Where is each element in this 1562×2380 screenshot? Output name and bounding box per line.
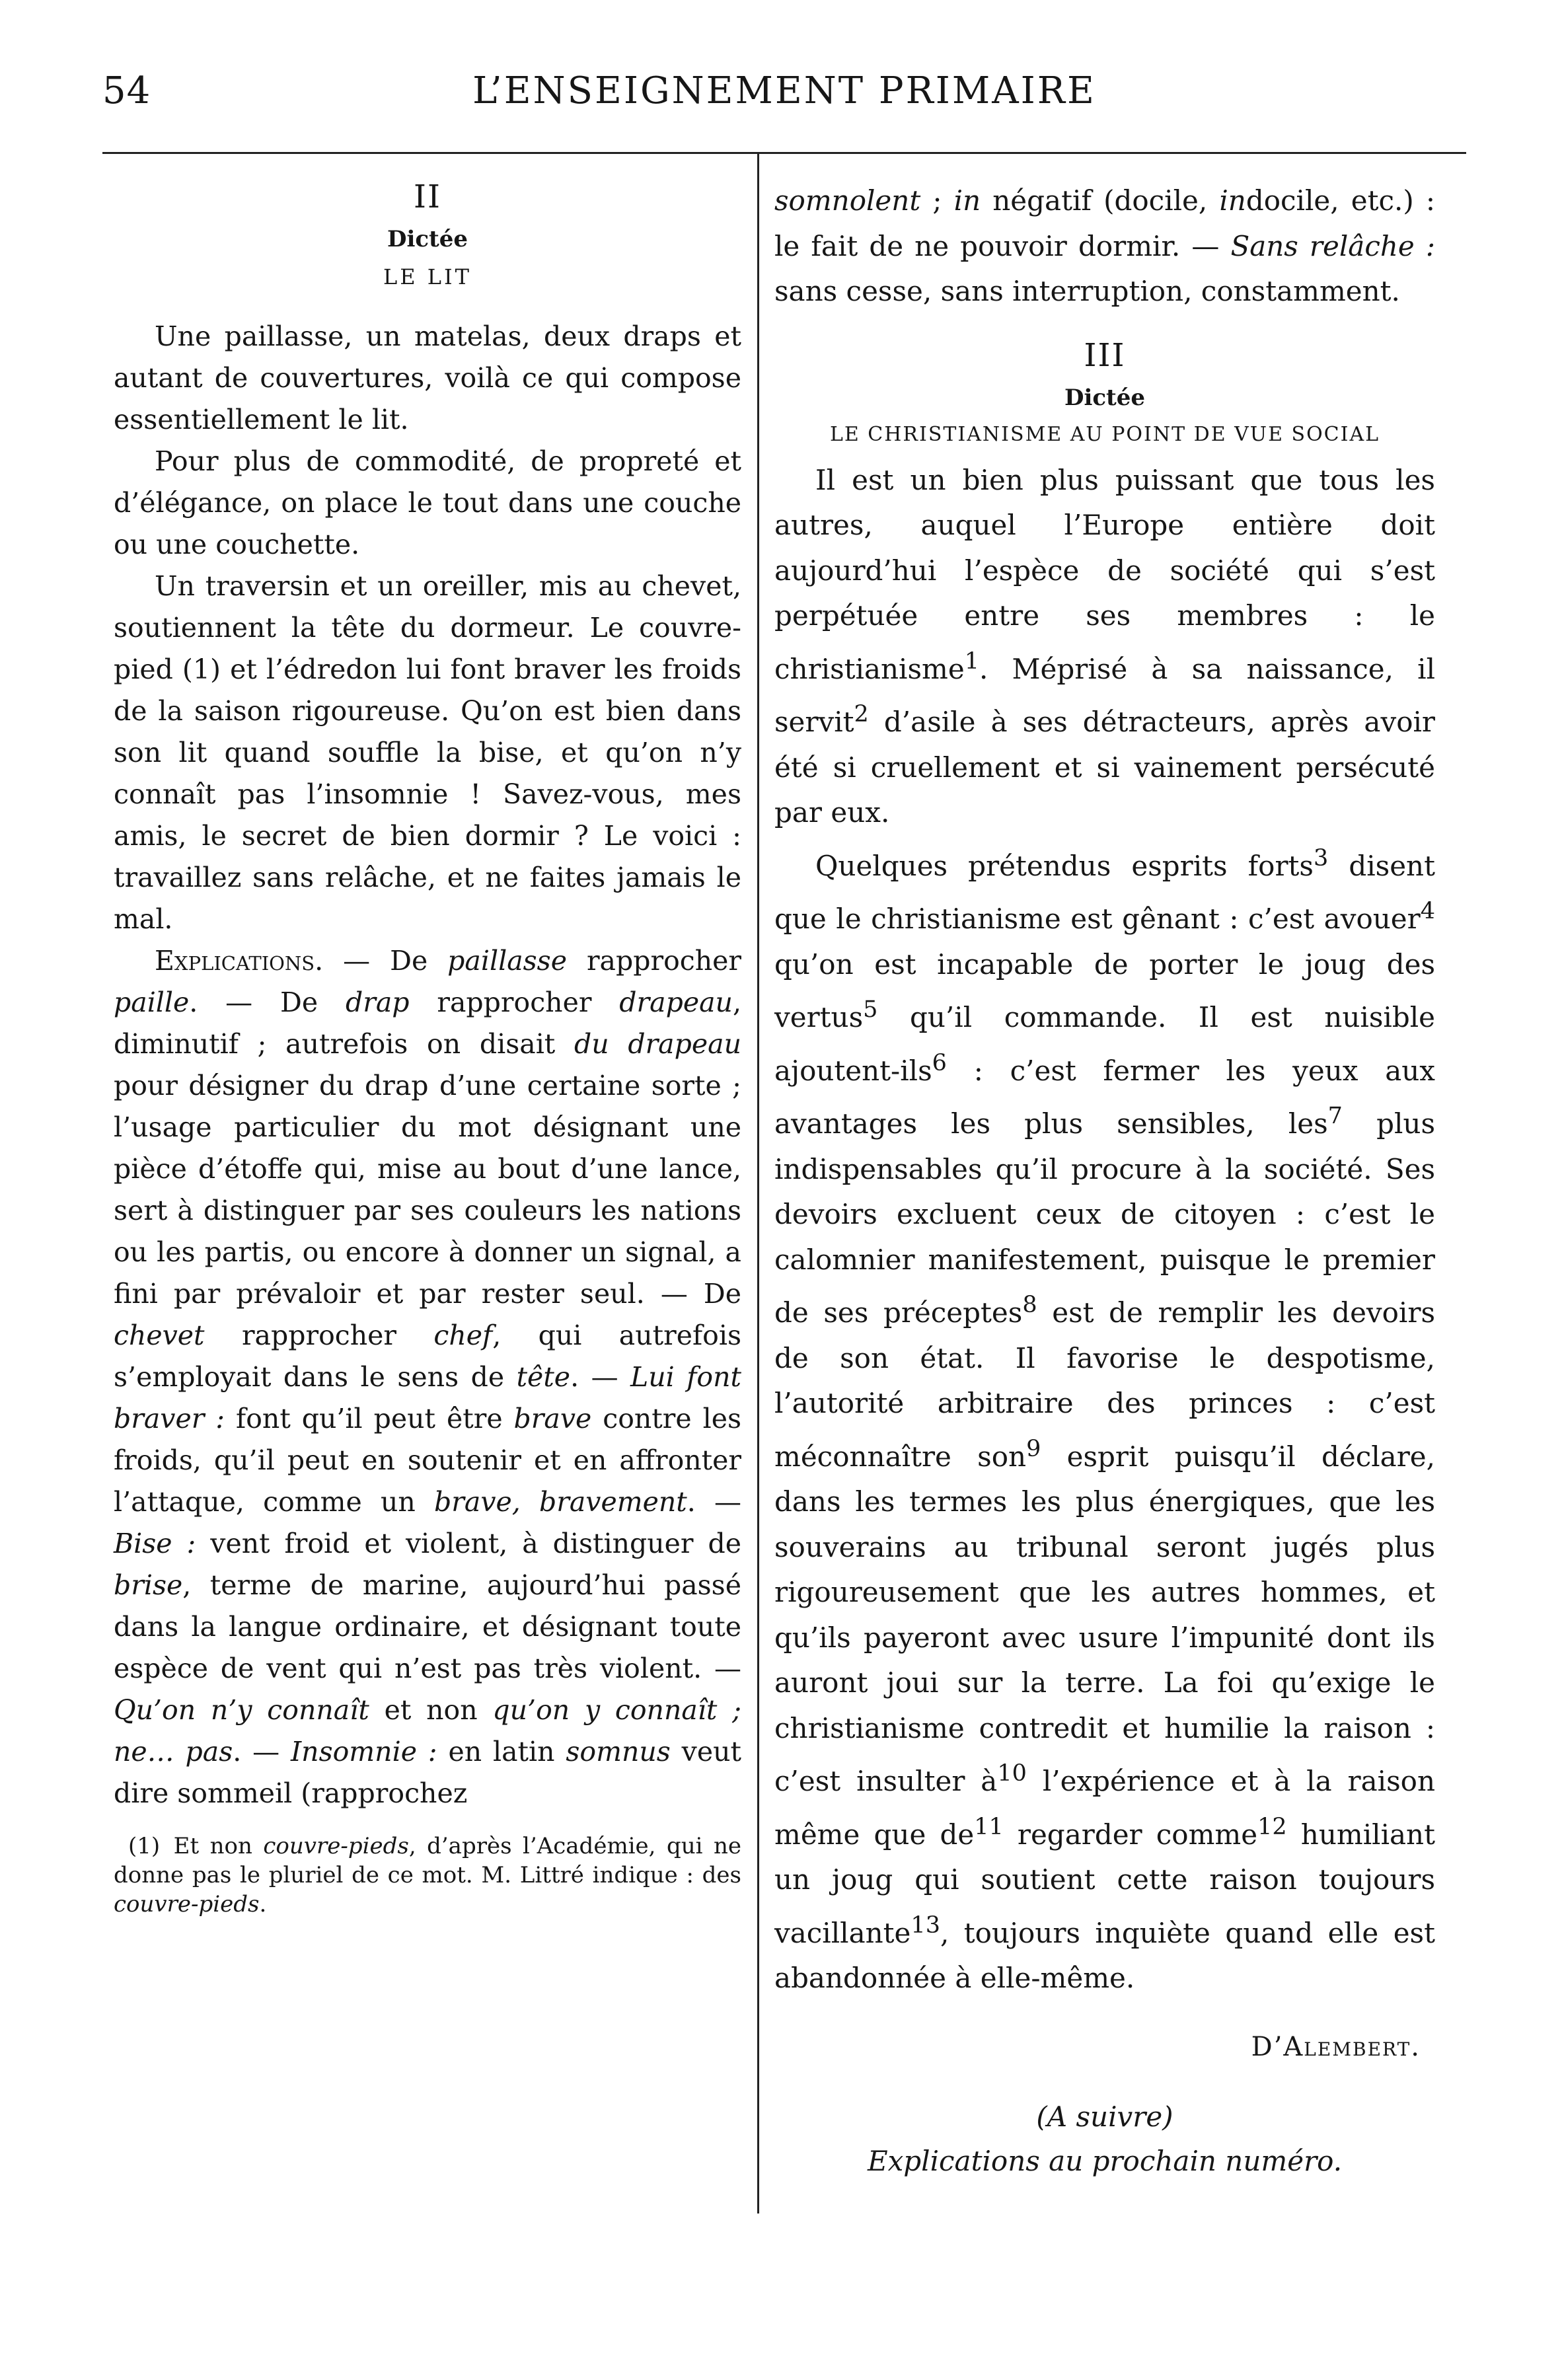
paragraph: Un traversin et un oreiller, mis au chevet, soutiennent la tête du dormeur. Le couvre-pied (1) et l’édredon lui font braver les froids de la saison rigoureuse. Qu’on est bien dans son lit quand souffle la bise, et qu’on n’y connaît pas l’insomnie ! Savez-vous, mes amis, le secret de bien dormir ? Le voici : travaillez sans relâche, et ne faites jamais le mal. xyxy=(114,570,741,935)
paragraph: Pour plus de commodité, de propreté et d’élégance, on place le tout dans une couche ou une couchette. xyxy=(114,445,741,560)
footnote-mark: (1) xyxy=(128,1833,161,1859)
page-number: 54 xyxy=(102,69,151,112)
dictation-text xyxy=(774,458,1435,2001)
column-divider xyxy=(757,152,759,2213)
author-signature xyxy=(774,2032,1421,2062)
to-be-continued: (A suivre) xyxy=(1036,2100,1173,2133)
section-title: LE CHRISTIANISME AU POINT DE VUE SOCIAL xyxy=(829,422,1380,446)
left-column xyxy=(114,178,741,1919)
running-title: L’ENSEIGNEMENT PRIMAIRE xyxy=(472,69,1096,112)
right-column xyxy=(774,178,1435,2177)
footnote-text: Et non couvre-pieds, d’après l’Académie, qui ne donne pas le pluriel de ce mot. M. Littré indique : des couvre-pieds. xyxy=(114,1833,741,1917)
paragraph: Une paillasse, un matelas, deux draps et autant de couvertures, voilà ce qui compose essentiellement le lit. xyxy=(114,320,741,435)
author-name: D’Alembert. xyxy=(1251,2031,1421,2062)
next-issue-note: Explications au prochain numéro. xyxy=(867,2144,1343,2177)
header-rule xyxy=(102,152,1466,154)
paragraph: Quelques prétendus esprits forts$^3$ disent que le christianisme est gênant : c’est avouer$^4$ qu’on est incapable de porter le joug des vertus$^5$ qu’il commande. Il est nuisible ajoutent-ils$^6$ : c’est fermer les yeux aux avantages les plus sensibles, les$^7$ plus indispensables qu’il procure à la société. Ses devoirs excluent ceux de citoyen : c’est le calomnier manifestement, puisque le premier de ses préceptes$^8$ est de remplir les devoirs de son état. Il favorise le despotisme, l’autorité arbitraire des princes : c’est méconnaître son$^9$ esprit puisqu’il déclare, dans les termes les plus énergiques, que les souverains au tribunal seront jugés plus rigoureusement que les autres hommes, et qu’ils payeront avec usure l’impunité dont ils auront joui sur la terre. La foi qu’exige le christianisme contredit et humilie la raison : c’est insulter $à^{10}$ l’expérience et à la raison même que $de^{11}$ regarder comme$^{12}$ humiliant un joug qui soutient cette raison toujours vacillante$^{13}$, toujours inquiète quand elle est abandonnée à elle-même. xyxy=(774,844,1435,1994)
section-number: II xyxy=(414,178,441,215)
section-kind: Dictée xyxy=(1064,384,1146,411)
section-title: LE LIT xyxy=(383,264,472,289)
explications-paragraph: Explications. — De paillasse rapprocher paille. — De drap rapprocher drapeau, diminutif ; autrefois on disait du drapeau pour désigner du drap d’une certaine sorte ; l’usage particulier du mot désignant une pièce d’étoffe qui, mise au bout d’une lance, sert à distinguer par ses couleurs les nations ou les partis, ou encore à donner un signal, a fini par prévaloir et par rester seul. — De chevet rapprocher chef, qui autrefois s’employait dans le sens de tête. — Lui font braver : font qu’il peut être brave contre les froids, qu’il peut en soutenir et en affronter l’attaque, comme un brave, bravement. — Bise : vent froid et violent, à distinguer de brise, terme de marine, aujourd’hui passé dans la langue ordinaire, et désignant toute espèce de vent qui n’est pas très violent. — Qu’on n’y connaît et non qu’on y connaît ; ne… pas. — Insomnie : en latin somnus veut dire sommeil (rapprochez xyxy=(114,945,742,1809)
section-number: III xyxy=(1084,336,1126,374)
footnote xyxy=(114,1832,741,1919)
running-head xyxy=(102,69,1466,122)
explications-continuation xyxy=(774,178,1435,315)
paragraph: Il est un bien plus puissant que tous les autres, auquel l’Europe entière doit aujourd’hui l’espèce de société qui s’est perpétuée entre ses membres : le christianisme$^1$. Méprisé à sa naissance, il servit$^2$ d’asile à ses détracteurs, après avoir été si cruellement et si vainement persécuté par eux. xyxy=(774,463,1435,829)
continuation-paragraph: somnolent ; in négatif (docile, indocile, etc.) : le fait de ne pouvoir dormir. — Sans relâche : sans cesse, sans interruption, constamment. xyxy=(774,184,1436,307)
section-kind: Dictée xyxy=(387,226,468,252)
dictation-text xyxy=(114,316,741,1814)
